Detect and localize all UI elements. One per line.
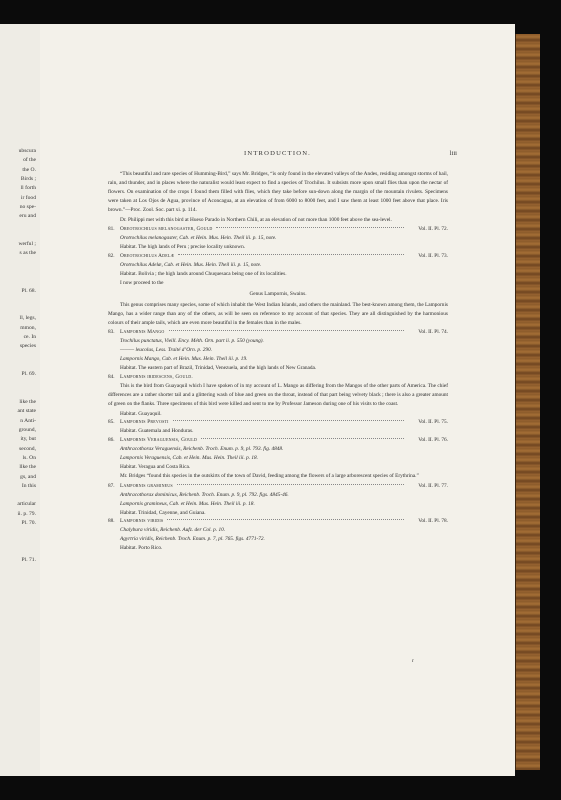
synonym-line: Anthracothorax Veraguensis, Reichenb. Troch. Enum. p. 9, pl. 793. fig. 4848. [120, 446, 284, 453]
facing-page-fragment: second, [19, 445, 36, 452]
species-number: 82. [108, 253, 115, 260]
running-header: INTRODUCTION. [243, 150, 312, 157]
facing-page-edge [0, 24, 41, 776]
facing-page-fragment: of the [23, 157, 36, 164]
habitat-line: Habitat. The eastern part of Brazil, Trinidad, Venezuela, and the high lands of New Granada. [120, 365, 317, 372]
synonym-line: Orotrochilus Adelæ, Cab. et Hein. Mus. Hein. Theil iii. p. 15, note. [120, 262, 262, 269]
habitat-line: Habitat. Veragua and Costa Rica. [120, 464, 191, 470]
plate-reference: Vol. II. Pl. 75. [418, 419, 448, 426]
dot-leader [167, 519, 404, 520]
synonym-line: Chalybura viridis, Reichenb. Aufz. der Col. p. 10. [120, 527, 226, 534]
species-entry [108, 252, 448, 261]
species-number: 85. [108, 419, 115, 426]
facing-page-fragment: s as the [19, 250, 36, 257]
synonym-line: ——— leucolus, Less. Traité d’Orn. p. 290. [120, 347, 212, 354]
plate-reference: Vol. II. Pl. 74. [418, 329, 448, 336]
synonym-line: Agyrtria viridis, Reichenb. Troch. Enum. p. 7, pl. 765. figs. 4771-72. [120, 536, 265, 543]
habitat-line: Habitat. Bolivia ; the high lands around Chuquesaca being one of its localities. [120, 270, 287, 277]
facing-page-fragment: Pl. 68. [21, 287, 36, 294]
facing-page-fragment: ll, legs, [19, 315, 36, 322]
dot-leader [173, 420, 404, 421]
book-binding-edge [515, 34, 540, 770]
signature-mark: r [412, 658, 414, 664]
page-body [108, 170, 448, 553]
facing-page-fragment: werful ; [18, 241, 36, 247]
book-page [40, 24, 515, 776]
synonym-line: Lampornis Mango, Cab. et Hein. Mus. Hein. Theil iii. p. 19. [120, 356, 248, 363]
species-name: Lampornis iridescens, Gould. [120, 373, 193, 380]
facing-page-fragment: mmon, [20, 324, 36, 331]
transition-text: I now proceed to the [120, 279, 164, 286]
habitat-line: Habitat. Guatemala and Honduras. [120, 428, 194, 435]
species-entry [108, 418, 448, 427]
intro-paragraph: Dr. Philippi met with this bird at Hueso Parado in Northern Chili, at an elevation of not more than 1000 feet above the sea-level. [120, 216, 392, 223]
facing-page-fragment: In this [21, 482, 36, 489]
species-number: 87. [108, 482, 115, 489]
species-list [108, 482, 448, 553]
synonym-line: Anthracothorax dominicus, Reichenb. Troch. Enum. p. 9, pl. 792. figs. 4845-46. [120, 491, 289, 498]
habitat-line: Habitat. Trinidad, Cayenne, and Guiana. [120, 509, 206, 516]
facing-page-fragment: ubscura [18, 148, 36, 154]
genus-paragraph: This genus comprises many species, some of which inhabit the West Indian Islands, and others the mainland. The best-known among them, the Lampornis Mango, has a wider range than any of the others, as will be seen on reference to my account of that species. They are all distinguished by the harmonious colours of their ample tails, which are even more beautiful in the females than in the males. [108, 301, 448, 326]
facing-page-fragment: like the [19, 399, 36, 406]
species-list [108, 225, 448, 278]
facing-page-fragment: ls. On [22, 454, 36, 461]
intro-paragraph: “This beautiful and rare species of Humming-Bird,” says Mr. Bridges, “is only found in the elevated valleys of the Andes, residing amongst storms of hail, rain, and thunder, and in places where the naturalist would least expect to find a species of Trochilus. It subsists more upon small flies than upon the nectar of flowers. On examination of the crops I found them filled with flies, which they take before sun-down along the margin of the mountain rivulets. Specimens were taken at Los Ojos de Agua, province of Aconcagua, at an elevation of from 6000 to 8000 feet, and I saw them at least 1000 feet above that place. Iris brown.”—Proc. Zool. Soc. part xi. p. 114. [108, 171, 448, 213]
species-name: Oreotrochilus melanogaster, Gould [120, 226, 213, 233]
synonym-line: Lampornis Veraguensis, Cab. et Hein. Mus. Hein. Theil iii. p. 18. [120, 455, 259, 462]
facing-page-fragment: species [19, 343, 36, 350]
species-entry [108, 436, 448, 445]
facing-page-fragment: Pl. 69. [21, 371, 36, 378]
species-entry [108, 482, 448, 491]
species-name: Lampornis Mango [120, 329, 165, 336]
plate-reference: Vol. II. Pl. 77. [418, 482, 448, 489]
species-number: 88. [108, 518, 115, 525]
facing-page-fragment: no spe- [19, 203, 36, 210]
page-number: liii [449, 150, 457, 157]
facing-page-fragment: Pl. 71. [21, 557, 36, 564]
synonym-line: Orotrochilus melanogaster, Cab. et Hein. Mus. Hein. Theil iii. p. 15, note. [120, 235, 277, 242]
dot-leader [178, 254, 404, 255]
species-name: Lampornis Veraguensis, Gould [120, 437, 198, 444]
facing-page-fragment: Pl. 70. [21, 520, 36, 526]
habitat-line: Habitat. Porto Rico. [120, 545, 163, 552]
facing-page-fragment: ce. In [23, 334, 36, 340]
species-entry [108, 225, 448, 234]
genus-heading: Genus Lampornis, Swains. [249, 290, 307, 297]
plate-reference: Vol. II. Pl. 76. [418, 437, 448, 444]
facing-page-fragment: ity, but [20, 436, 36, 443]
facing-page-fragment: ground, [18, 427, 36, 433]
facing-page-fragment: articular [17, 501, 36, 508]
species-number: 84. [108, 373, 115, 380]
species-number: 83. [108, 329, 115, 336]
species-entry [108, 517, 448, 526]
plate-reference: Vol. II. Pl. 73. [418, 253, 448, 260]
species-description: This is the bird from Guayaquil which I have spoken of in my account of L. Mango as differing from the Mangos of the other parts of America. The chief differences are a rather shorter tail and a glittering wash of blue and green on the throat, instead of that part being velvety black ; there is also a greater amount of green on the flanks. Three specimens of this bird were killed and sent to me by Professor Jameson during one of his visits to the coast. [108, 382, 448, 407]
species-entry [108, 328, 448, 337]
habitat-line: Habitat. Guayaquil. [120, 410, 162, 417]
facing-page-fragment: eru and [19, 213, 36, 220]
facing-page-fragment: Birds ; [20, 175, 36, 182]
facing-page-fragment: gs, and [20, 473, 36, 480]
facing-page-fragment: n Anti- [20, 417, 36, 424]
habitat-line: Habitat. The high lands of Peru ; precise locality unknown. [120, 244, 246, 251]
facing-page-fragment: ant state [17, 408, 36, 415]
plate-reference: Vol. II. Pl. 78. [418, 518, 448, 525]
dot-leader [169, 330, 405, 331]
species-name: Lampornis viridis [120, 518, 164, 525]
bridges-note: Mr. Bridges “found this species in the outskirts of the town of David, feeding among the flowers of a large arborescent species of Erythrina.” [120, 472, 419, 479]
facing-page-fragment: ll forth [20, 185, 36, 192]
facing-page-fragment: ii. p. 79. [17, 510, 36, 517]
dot-leader [177, 484, 404, 485]
synonym-line: Lampornis gramineus, Cab. et Hein. Mus. Hein. Theil iii. p. 18. [120, 500, 255, 507]
species-entry [108, 373, 448, 382]
species-number: 81. [108, 226, 115, 233]
species-name: Oreotrochilus Adelæ [120, 253, 175, 260]
facing-page-fragment: the O. [22, 166, 36, 173]
facing-page-fragment: llke the [19, 464, 36, 471]
facing-page-fragment: ir food [20, 194, 36, 201]
plate-reference: Vol. II. Pl. 72. [418, 226, 448, 233]
species-name: Lampornis Prevosti [120, 419, 169, 426]
dot-leader [216, 227, 404, 228]
species-list [108, 328, 448, 472]
synonym-line: Trochilus punctatus, Vieill. Ency. Méth. Orn. part ii. p. 550 (young). [120, 338, 264, 345]
species-name: Lampornis gramineus [120, 482, 173, 489]
dot-leader [201, 438, 404, 439]
species-number: 86. [108, 437, 115, 444]
